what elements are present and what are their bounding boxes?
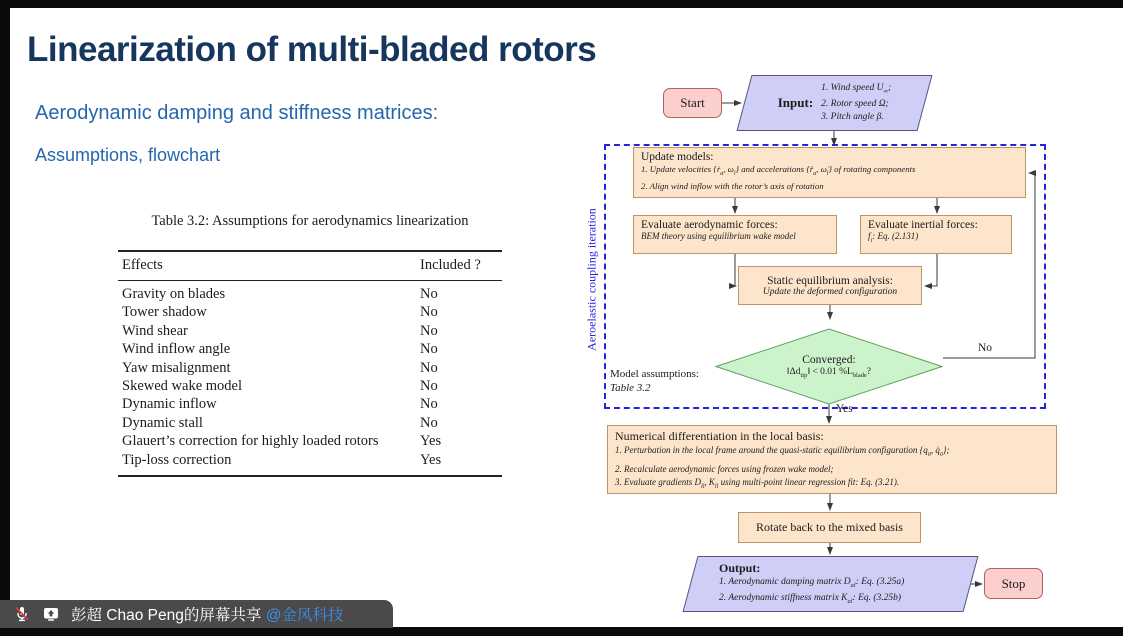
slide-subtitle: Aerodynamic damping and stiffness matrices: — [35, 102, 439, 124]
cell-effect: Dynamic inflow — [122, 396, 217, 413]
converged-decision-node — [715, 328, 943, 405]
column-header-effects: Effects — [122, 257, 163, 273]
cell-included: No — [420, 396, 438, 413]
output-title: Output: — [719, 561, 761, 575]
start-node: Start — [663, 88, 722, 118]
converged-title: Converged: — [802, 354, 856, 367]
yes-branch-label: Yes — [836, 403, 853, 415]
slide-subtitle-secondary: Assumptions, flowchart — [35, 145, 221, 165]
cell-included: No — [420, 304, 438, 321]
numdiff-items — [615, 444, 1049, 495]
stop-node: Stop — [984, 568, 1043, 599]
cell-effect: Wind shear — [122, 322, 188, 339]
numdiff-item: 3. Evaluate gradients $D_{ll}$, $K_{ll}$ using multi-point linear regression fit: Eq. (3.21). — [615, 477, 900, 491]
no-branch-label: No — [978, 342, 993, 354]
share-bar-text — [71, 603, 343, 625]
cell-effect: Tower shadow — [122, 304, 207, 321]
cell-included: No — [420, 322, 438, 339]
update-models-title: Update models: — [641, 151, 714, 163]
sharer-mention[interactable]: @金风科技 — [265, 607, 344, 624]
cell-effect: Dynamic stall — [122, 414, 203, 431]
converged-condition: $‖\Delta d_{tip}‖ < 0.01$ $\%L_{blade}$? — [786, 367, 872, 379]
update-models-item: 2. Align wind inflow with the rotor’s axis of rotation — [641, 181, 824, 192]
cell-included: Yes — [420, 433, 442, 450]
output-items — [719, 576, 970, 609]
table-caption: Table 3.2: Assumptions for aerodynamics linearization — [151, 213, 469, 229]
numerical-differentiation-node — [607, 425, 1057, 494]
update-models-item: 1. Update velocities {ṙ$_a$, $\omega_l$} and accelerations {$r̈_a$, $\omegȧ_l$} of rotating components — [641, 164, 916, 177]
flowchart-connectors — [10, 8, 1123, 627]
cell-effect: Tip-loss correction — [122, 451, 232, 468]
cell-effect: Skewed wake model — [122, 378, 242, 395]
cell-included: No — [420, 359, 438, 376]
model-assumptions-label: Model assumptions: — [610, 368, 699, 380]
cell-effect: Gravity on blades — [122, 286, 226, 302]
update-models-node — [633, 147, 1026, 198]
cell-included: No — [420, 341, 438, 358]
presentation-slide — [10, 8, 1123, 627]
input-item: 2. Rotor speed Ω; — [821, 98, 889, 109]
eval-aero-title: Evaluate aerodynamic forces: — [641, 219, 778, 231]
cell-effect: Yaw misalignment — [122, 359, 231, 376]
static-equilibrium-node — [738, 266, 922, 305]
input-items — [821, 82, 891, 124]
eval-inertial-sub: $f_i$: Eq. (2.131) — [868, 231, 919, 244]
cell-included: No — [420, 286, 438, 302]
cell-included: No — [420, 378, 438, 395]
flowchart — [10, 8, 1123, 627]
numdiff-title: Numerical differentiation in the local basis: — [615, 429, 824, 443]
numdiff-item: 2. Recalculate aerodynamic forces using frozen wake model; — [615, 463, 834, 474]
evaluate-inertial-forces-node — [860, 215, 1012, 254]
eval-aero-sub: BEM theory using equilibrium wake model — [641, 231, 796, 241]
sharer-name: 彭超 Chao Peng的屏幕共享 — [71, 607, 266, 624]
output-item: 1. Aerodynamic damping matrix $D_{al}$: Eq. (3.25a) — [719, 577, 905, 589]
column-header-included: Included ? — [420, 257, 481, 273]
output-item: 2. Aerodynamic stiffness matrix $K_{al}$: Eq. (3.25b) — [719, 593, 902, 606]
rotate-back-node: Rotate back to the mixed basis — [738, 512, 921, 543]
output-node — [682, 556, 978, 612]
update-models-items — [641, 163, 1018, 193]
static-eq-title: Static equilibrium analysis: — [767, 274, 893, 287]
input-item: 3. Pitch angle β. — [821, 111, 884, 122]
screen-share-bar[interactable] — [0, 600, 393, 628]
cell-effect: Wind inflow angle — [122, 341, 231, 358]
cell-effect: Glauert’s correction for highly loaded rotors — [122, 433, 379, 450]
model-assumptions-note — [610, 368, 699, 395]
cell-included: No — [420, 414, 438, 431]
numdiff-item: 1. Perturbation in the local frame around the quasi-static equilibrium configuration {$q_0$, $q̇_0$}; — [615, 445, 950, 458]
microphone-muted-icon[interactable] — [13, 605, 31, 623]
model-assumptions-ref: Table 3.2 — [610, 381, 651, 394]
page-title: Linearization of multi-bladed rotors — [27, 30, 597, 69]
input-title: Input: — [777, 95, 814, 110]
input-item: 1. Wind speed $U_\infty$; — [821, 83, 892, 95]
input-node — [736, 75, 932, 131]
evaluate-aerodynamic-forces-node — [633, 215, 837, 254]
screen-share-icon[interactable] — [42, 605, 60, 623]
eval-inertial-title: Evaluate inertial forces: — [868, 219, 978, 231]
static-eq-sub: Update the deformed configuration — [762, 286, 898, 297]
aeroelastic-loop-label: Aeroelastic coupling iteration — [584, 208, 599, 351]
cell-included: Yes — [420, 451, 442, 468]
